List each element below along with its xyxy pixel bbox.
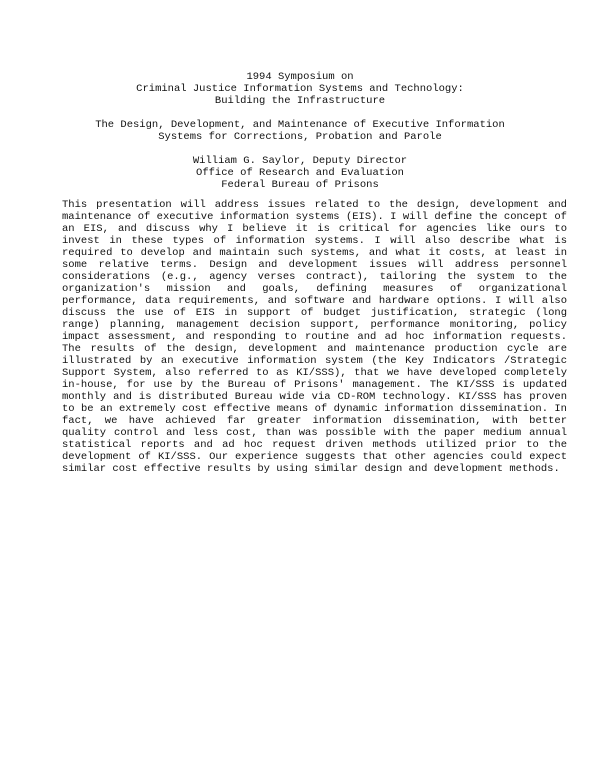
abstract-line: organization's mission and goals, defining measures of organizational — [62, 283, 567, 295]
abstract-line: to be an extremely cost effective means of dynamic information dissemination. In — [62, 403, 567, 415]
abstract-line: monthly and is distributed Bureau wide via CD-ROM technology. KI/SSS has proven — [62, 391, 567, 403]
abstract-line: The results of the design, development and maintenance production cycle are — [62, 343, 567, 355]
author-block — [0, 155, 600, 191]
paper-title — [0, 119, 600, 143]
symposium-heading — [0, 71, 600, 107]
title-line: Systems for Corrections, Probation and Parole — [158, 131, 442, 143]
abstract-line: statistical reports and ad hoc request driven methods utilized prior to the — [62, 439, 567, 451]
title-line: The Design, Development, and Maintenance of Executive Information — [95, 119, 505, 131]
symposium-line: Criminal Justice Information Systems and Technology: — [136, 83, 464, 95]
abstract-line: illustrated by an executive information system (the Key Indicators /Strategic — [62, 355, 567, 367]
abstract-line: Support System, also referred to as KI/SSS), that we have developed completely — [62, 367, 567, 379]
symposium-line: 1994 Symposium on — [246, 71, 354, 83]
abstract-line: performance, data requirements, and software and hardware options. I will also — [62, 295, 567, 307]
abstract-line: This presentation will address issues related to the design, development and — [62, 199, 567, 211]
abstract-line: quality control and less cost, than was possible with the paper medium annual — [62, 427, 567, 439]
author-agency: Federal Bureau of Prisons — [221, 179, 379, 191]
abstract-line: some relative terms. Design and development issues will address personnel — [62, 259, 567, 271]
abstract-body — [62, 199, 567, 475]
abstract-line: required to develop and maintain such systems, and what it costs, at least in — [62, 247, 567, 259]
abstract-line: an EIS, and discuss why I believe it is critical for agencies like ours to — [62, 223, 567, 235]
author-name: William G. Saylor, Deputy Director — [192, 155, 408, 167]
author-office: Office of Research and Evaluation — [196, 167, 404, 179]
abstract-line: in-house, for use by the Bureau of Prisons' management. The KI/SSS is updated — [62, 379, 567, 391]
abstract-line: considerations (e.g., agency verses contract), tailoring the system to the — [62, 271, 567, 283]
symposium-line: Building the Infrastructure — [214, 95, 386, 107]
abstract-line: discuss the use of EIS in support of budget justification, strategic (long — [62, 307, 567, 319]
abstract-line: maintenance of executive information systems (EIS). I will define the concept of — [62, 211, 567, 223]
abstract-line: invest in these types of information systems. I will also describe what is — [62, 235, 567, 247]
abstract-line: impact assessment, and responding to routine and ad hoc information requests. — [62, 331, 567, 343]
abstract-line: range) planning, management decision support, performance monitoring, policy — [62, 319, 567, 331]
abstract-line: development of KI/SSS. Our experience suggests that other agencies could expect — [62, 451, 567, 463]
abstract-line: similar cost effective results by using similar design and development methods. — [62, 463, 560, 475]
abstract-line: fact, we have achieved far greater information dissemination, with better — [62, 415, 567, 427]
